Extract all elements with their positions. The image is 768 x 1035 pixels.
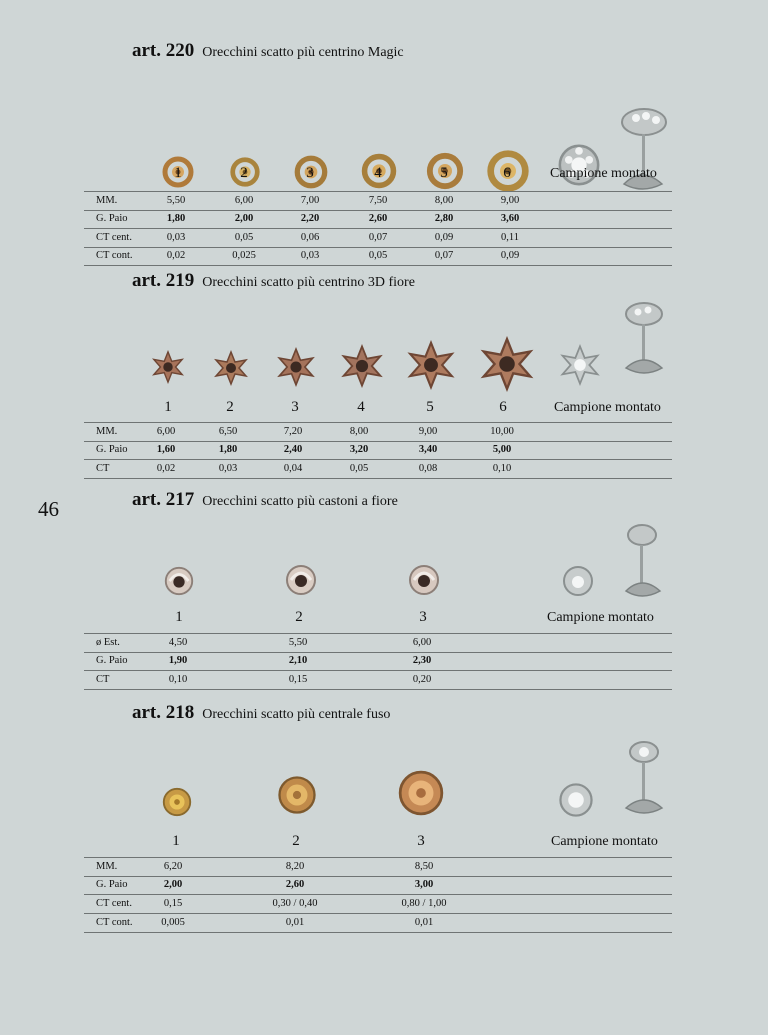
cell: 0,04 [283, 463, 303, 474]
article-description: Orecchini scatto più centrale fuso [202, 707, 391, 722]
cell: 0,02 [166, 250, 186, 261]
cell: 1,80 [166, 213, 186, 224]
row-label: CT [96, 463, 110, 474]
size-label-2: 2 [240, 165, 248, 181]
row-label: ø Est. [96, 637, 120, 648]
row-label: CT cent. [96, 898, 132, 909]
row-label: CT cont. [96, 250, 133, 261]
cell: 0,10 [168, 674, 188, 685]
section-title [132, 489, 398, 511]
cell: 9,00 [418, 426, 438, 437]
cell: 7,50 [368, 195, 388, 206]
cell: 0,07 [434, 250, 454, 261]
page-number: 46 [38, 497, 59, 521]
cell: 8,20 [285, 861, 305, 872]
sample-label: Campione montato [550, 166, 657, 181]
cell: 6,00 [412, 637, 432, 648]
size-label-4: 4 [357, 399, 365, 415]
sample-earring-side-photo [612, 104, 670, 196]
size-label-5: 5 [440, 165, 448, 181]
row-label: MM. [96, 195, 118, 206]
cell: 6,50 [218, 426, 238, 437]
cell: 0,01 [285, 917, 305, 928]
cell: 2,00 [234, 213, 254, 224]
cell: 1,60 [156, 444, 176, 455]
cell: 0,025 [232, 250, 256, 261]
cell: 0,02 [156, 463, 176, 474]
cell: 2,40 [283, 444, 303, 455]
sample-earring-side-photo [620, 523, 666, 603]
sample-label: Campione montato [554, 400, 661, 415]
cell: 8,50 [414, 861, 434, 872]
sample-earring-front-photo [560, 563, 596, 599]
spec-row-ct-center [84, 229, 672, 248]
cell: 0,09 [434, 232, 454, 243]
cell: 0,07 [368, 232, 388, 243]
size-label-3: 3 [419, 609, 427, 625]
size-label-1: 1 [174, 165, 182, 181]
article-description: Orecchini scatto più centrino Magic [202, 45, 404, 60]
cell: 7,00 [300, 195, 320, 206]
cell: 0,15 [288, 674, 308, 685]
cell: 0,005 [161, 917, 185, 928]
cell: 0,15 [163, 898, 183, 909]
size-label-2: 2 [226, 399, 234, 415]
sample-earring-side-photo [620, 740, 668, 820]
article-number: art. 219 [132, 270, 195, 291]
cell: 0,05 [234, 232, 254, 243]
cell: 3,00 [414, 879, 434, 890]
section-title [132, 702, 390, 724]
earring-photo-size-5 [406, 340, 456, 390]
section-title [132, 40, 404, 62]
row-label: MM. [96, 426, 118, 437]
size-label-6: 6 [503, 165, 511, 181]
earring-photo-size-1 [160, 785, 194, 819]
spec-row-weight [84, 652, 672, 671]
cell: 1,80 [218, 444, 238, 455]
size-label-5: 5 [426, 399, 434, 415]
article-description: Orecchini scatto più centrino 3D fiore [202, 275, 415, 290]
earring-photo-size-3 [406, 562, 442, 598]
cell: 0,05 [368, 250, 388, 261]
cell: 2,80 [434, 213, 454, 224]
cell: 2,20 [300, 213, 320, 224]
cell: 5,50 [166, 195, 186, 206]
cell: 2,30 [412, 655, 432, 666]
cell: 1,90 [168, 655, 188, 666]
cell: 2,60 [285, 879, 305, 890]
cell: 6,00 [156, 426, 176, 437]
row-label: G. Paio [96, 444, 128, 455]
size-label-2: 2 [292, 833, 300, 849]
row-label: G. Paio [96, 655, 128, 666]
size-label-6: 6 [499, 399, 507, 415]
spec-row-mm [84, 191, 672, 211]
row-label: CT cont. [96, 917, 133, 928]
spec-row-ct [84, 460, 672, 479]
sample-label: Campione montato [551, 834, 658, 849]
cell: 0,03 [300, 250, 320, 261]
cell: 10,00 [490, 426, 514, 437]
row-label: CT [96, 674, 110, 685]
sample-earring-side-photo [618, 300, 668, 380]
earring-photo-size-3 [276, 347, 316, 387]
cell: 2,00 [163, 879, 183, 890]
cell: 6,00 [234, 195, 254, 206]
size-label-4: 4 [374, 165, 382, 181]
cell: 9,00 [500, 195, 520, 206]
cell: 2,60 [368, 213, 388, 224]
cell: 3,20 [349, 444, 369, 455]
size-label-1: 1 [172, 833, 180, 849]
cell: 0,11 [501, 232, 519, 243]
cell: 3,40 [418, 444, 438, 455]
cell: 0,09 [500, 250, 520, 261]
cell: 2,10 [288, 655, 308, 666]
earring-photo-size-1 [162, 564, 196, 598]
cell: 0,80 / 1,00 [401, 898, 447, 909]
spec-row-ct [84, 671, 672, 690]
sample-label: Campione montato [547, 610, 654, 625]
earring-photo-size-2 [276, 774, 318, 816]
cell: 0,05 [349, 463, 369, 474]
size-label-1: 1 [164, 399, 172, 415]
cell: 0,06 [300, 232, 320, 243]
cell: 0,01 [414, 917, 434, 928]
size-label-1: 1 [175, 609, 183, 625]
spec-row-mm [84, 857, 672, 877]
cell: 0,03 [166, 232, 186, 243]
cell: 4,50 [168, 637, 188, 648]
spec-row-ct-contour [84, 247, 672, 266]
spec-row-ct-contour [84, 914, 672, 933]
cell: 0,03 [218, 463, 238, 474]
sample-earring-front-photo [559, 344, 601, 386]
earring-photo-size-1 [151, 350, 185, 384]
article-description: Orecchini scatto più castoni a fiore [202, 494, 398, 509]
row-label: G. Paio [96, 879, 128, 890]
spec-row-weight [84, 876, 672, 895]
cell: 5,50 [288, 637, 308, 648]
cell: 0,10 [492, 463, 512, 474]
size-label-3: 3 [306, 165, 314, 181]
cell: 0,20 [412, 674, 432, 685]
spec-row-weight [84, 441, 672, 460]
cell: 0,30 / 0,40 [272, 898, 318, 909]
size-label-3: 3 [417, 833, 425, 849]
earring-photo-size-3 [396, 768, 446, 818]
section-art-220 [0, 40, 768, 265]
row-label: G. Paio [96, 213, 128, 224]
earring-photo-size-2 [283, 562, 319, 598]
section-art-217 [0, 489, 768, 694]
section-art-219 [0, 270, 768, 480]
article-number: art. 220 [132, 40, 195, 61]
article-number: art. 218 [132, 702, 195, 723]
spec-row-weight [84, 210, 672, 229]
cell: 3,60 [500, 213, 520, 224]
cell: 6,20 [163, 861, 183, 872]
cell: 5,00 [492, 444, 512, 455]
section-art-218 [0, 702, 768, 942]
cell: 7,20 [283, 426, 303, 437]
cell: 8,00 [349, 426, 369, 437]
spec-row-mm [84, 422, 672, 442]
section-title [132, 270, 415, 292]
row-label: MM. [96, 861, 118, 872]
earring-photo-size-2 [213, 350, 249, 386]
spec-row-outer-diameter [84, 633, 672, 653]
cell: 8,00 [434, 195, 454, 206]
spec-row-ct-center [84, 895, 672, 914]
earring-photo-size-6 [479, 336, 535, 392]
cell: 0,08 [418, 463, 438, 474]
row-label: CT cent. [96, 232, 132, 243]
sample-earring-front-photo [556, 780, 596, 820]
size-label-3: 3 [291, 399, 299, 415]
article-number: art. 217 [132, 489, 195, 510]
earring-photo-size-4 [340, 344, 384, 388]
size-label-2: 2 [295, 609, 303, 625]
